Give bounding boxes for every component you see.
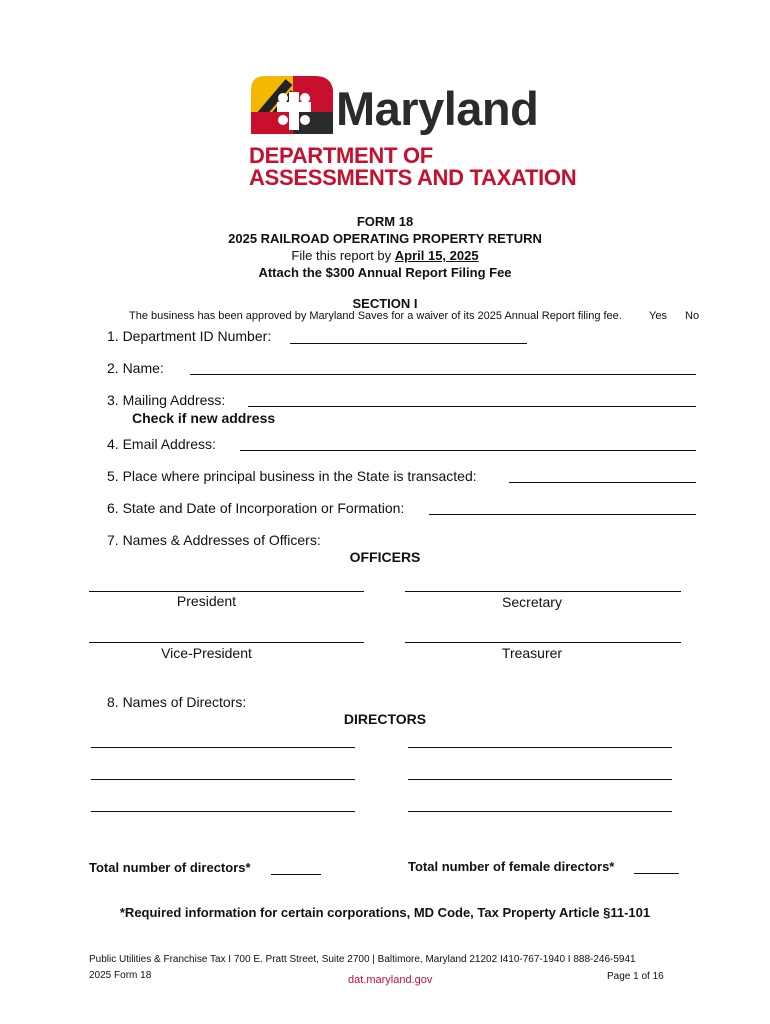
vice-president-label: Vice-President bbox=[161, 645, 252, 661]
president-label: President bbox=[176, 593, 237, 609]
officers-heading: OFFICERS bbox=[349, 549, 421, 565]
department-id-label: 1. Department ID Number: bbox=[107, 328, 272, 344]
secretary-label: Secretary bbox=[502, 594, 562, 610]
footer-form: 2025 Form 18 bbox=[89, 970, 152, 981]
name-label: 2. Name: bbox=[107, 360, 164, 376]
director-field-2[interactable] bbox=[408, 747, 672, 748]
treasurer-label: Treasurer bbox=[501, 645, 563, 661]
department-id-field[interactable] bbox=[290, 343, 527, 344]
new-address-checkbox[interactable]: Check if new address bbox=[132, 410, 276, 426]
total-female-directors-field[interactable] bbox=[634, 873, 679, 874]
director-field-6[interactable] bbox=[408, 811, 672, 812]
director-field-4[interactable] bbox=[408, 779, 672, 780]
mailing-address-field[interactable] bbox=[248, 406, 696, 407]
section-heading: SECTION I bbox=[352, 296, 418, 311]
total-directors-field[interactable] bbox=[271, 874, 321, 875]
vice-president-field[interactable] bbox=[89, 642, 364, 643]
incorporation-label: 6. State and Date of Incorporation or Formation: bbox=[107, 500, 405, 516]
filing-fee: Attach the $300 Annual Report Filing Fee bbox=[258, 265, 512, 280]
treasurer-field[interactable] bbox=[405, 642, 681, 643]
required-note: *Required information for certain corporations, MD Code, Tax Property Article §11-101 bbox=[119, 905, 651, 920]
brand-name: Maryland bbox=[336, 82, 539, 135]
total-female-directors-label: Total number of female directors* bbox=[408, 859, 615, 874]
secretary-field[interactable] bbox=[405, 591, 681, 592]
waiver-no[interactable]: No bbox=[685, 310, 700, 322]
waiver-yes[interactable]: Yes bbox=[649, 310, 667, 322]
form-number: FORM 18 bbox=[356, 214, 414, 229]
mailing-address-label: 3. Mailing Address: bbox=[107, 392, 226, 408]
director-field-5[interactable] bbox=[91, 811, 355, 812]
principal-business-field[interactable] bbox=[509, 482, 696, 483]
footer-website-link[interactable]: dat.maryland.gov bbox=[348, 974, 433, 986]
directors-label: 8. Names of Directors: bbox=[107, 694, 247, 710]
form-title: 2025 RAILROAD OPERATING PROPERTY RETURN bbox=[228, 231, 542, 246]
director-field-1[interactable] bbox=[91, 747, 355, 748]
waiver-text: The business has been approved by Maryland Saves for a waiver of its 2025 Annual Report filing fee. bbox=[129, 310, 622, 322]
officers-label: 7. Names & Addresses of Officers: bbox=[107, 532, 321, 548]
principal-business-label: 5. Place where principal business in the State is transacted: bbox=[107, 468, 477, 484]
page-number: Page 1 of 16 bbox=[607, 971, 664, 982]
director-field-3[interactable] bbox=[91, 779, 355, 780]
email-label: 4. Email Address: bbox=[107, 436, 216, 452]
incorporation-field[interactable] bbox=[429, 514, 696, 515]
footer-address: Public Utilities & Franchise Tax I 700 E. Pratt Street, Suite 2700 | Baltimore, Maryland 21202 I410-767-1940 I 888-246-5941 bbox=[89, 954, 636, 965]
name-field[interactable] bbox=[190, 374, 696, 375]
total-directors-label: Total number of directors* bbox=[89, 860, 251, 875]
department-name: DEPARTMENT OF ASSESSMENTS AND TAXATION bbox=[249, 143, 577, 190]
due-date: File this report by April 15, 2025 bbox=[291, 248, 479, 263]
email-field[interactable] bbox=[240, 450, 696, 451]
president-field[interactable] bbox=[89, 591, 364, 592]
directors-heading: DIRECTORS bbox=[343, 711, 427, 727]
